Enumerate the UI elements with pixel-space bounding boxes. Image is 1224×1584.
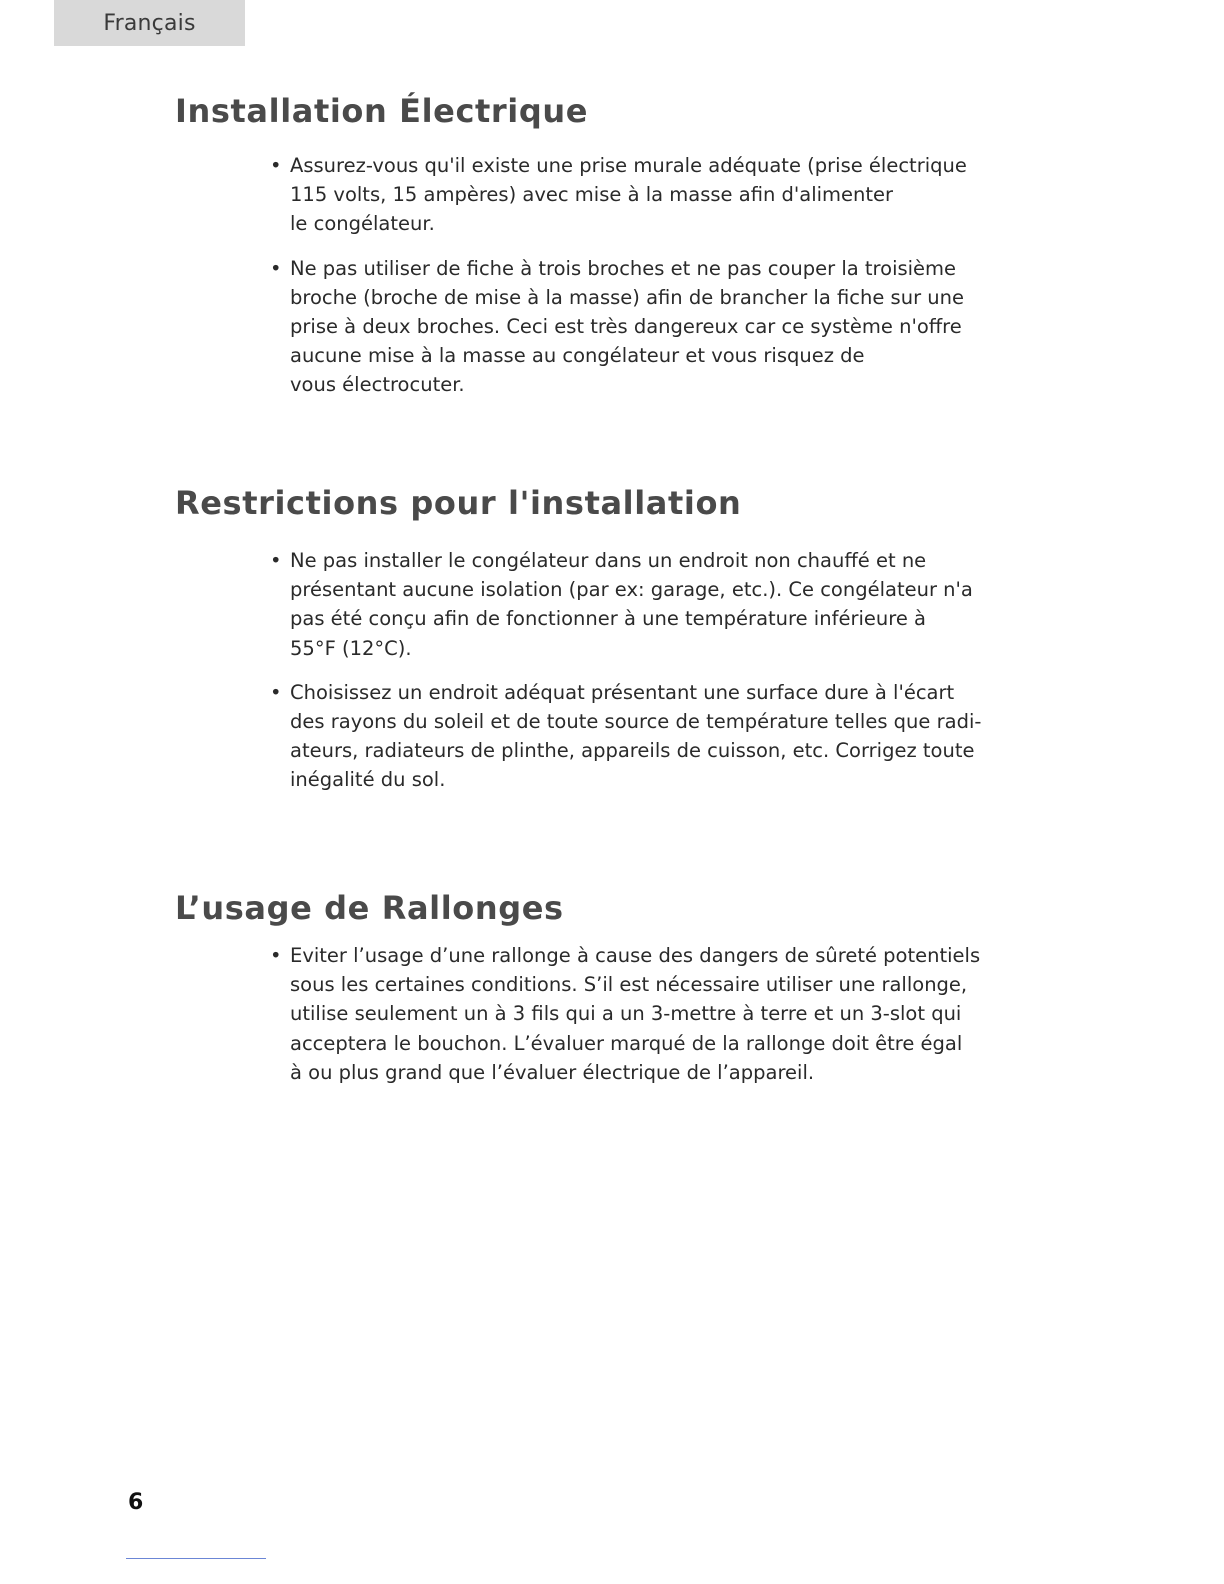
bullet-text-line: aucune mise à la masse au congélateur et vous risquez de xyxy=(290,344,865,368)
bullet-text-line: Choisissez un endroit adéquat présentant une surface dure à l'écart xyxy=(290,680,955,704)
bullet-text-line: Eviter l’usage d’une rallonge à cause des dangers de sûreté potentiels xyxy=(290,944,981,967)
bullet-list-installation-electrique xyxy=(270,151,1010,415)
bullet-item xyxy=(270,546,1010,663)
bullet-text-line: le congélateur. xyxy=(290,212,435,236)
bullet-text-line: à ou plus grand que l’évaluer électrique de l’appareil. xyxy=(290,1060,815,1084)
section-title-restrictions: Restrictions pour l'installation xyxy=(175,484,742,522)
page-number: 6 xyxy=(128,1490,144,1515)
bullet-text-line: Ne pas utiliser de fiche à trois broches et ne pas couper la troisième xyxy=(290,256,957,280)
bullet-text-line: ateurs, radiateurs de plinthe, appareils de cuisson, etc. Corrigez toute xyxy=(290,739,975,763)
bullet-text-line: utilise seulement un à 3 fils qui a un 3-mettre à terre et un 3-slot qui xyxy=(290,1002,962,1026)
bullet-dot-icon: • xyxy=(270,680,282,704)
bullet-text-line: acceptera le bouchon. L’évaluer marqué de la rallonge doit être égal xyxy=(290,1031,963,1055)
bullet-text-line: sous les certaines conditions. S’il est nécessaire utiliser une rallonge, xyxy=(290,973,968,997)
bullet-text-line: prise à deux broches. Ceci est très dangereux car ce système n'offre xyxy=(290,315,962,339)
bullet-text-line: broche (broche de mise à la masse) afin de brancher la fiche sur une xyxy=(290,285,965,309)
section-title-rallonges: L’usage de Rallonges xyxy=(175,889,564,927)
bullet-list-rallonges xyxy=(270,941,1010,1102)
bullet-item xyxy=(270,151,1010,239)
section-title-installation-electrique: Installation Électrique xyxy=(175,92,589,130)
bullet-dot-icon: • xyxy=(270,256,282,280)
bullet-text-line: 55°F (12°C). xyxy=(290,636,412,660)
bullet-dot-icon: • xyxy=(270,944,282,967)
bullet-text-line: vous électrocuter. xyxy=(290,373,465,397)
bullet-item xyxy=(270,941,1010,1087)
bullet-text-line: des rayons du soleil et de toute source de température telles que radi- xyxy=(290,710,982,734)
language-tab: Français xyxy=(54,0,245,46)
bullet-item xyxy=(270,254,1010,400)
bullet-dot-icon: • xyxy=(270,549,282,572)
bullet-dot-icon: • xyxy=(270,154,282,177)
footer-divider xyxy=(126,1558,266,1559)
bullet-list-restrictions xyxy=(270,546,1010,810)
bullet-text-line: pas été conçu afin de fonctionner à une température inférieure à xyxy=(290,607,926,631)
bullet-text-line: Ne pas installer le congélateur dans un endroit non chauffé et ne xyxy=(290,549,927,572)
bullet-item xyxy=(270,678,1010,795)
bullet-text-line: Assurez-vous qu'il existe une prise murale adéquate (prise électrique xyxy=(290,154,967,177)
bullet-text-line: inégalité du sol. xyxy=(290,768,446,792)
bullet-text-line: présentant aucune isolation (par ex: garage, etc.). Ce congélateur n'a xyxy=(290,578,973,602)
bullet-text-line: 115 volts, 15 ampères) avec mise à la masse afin d'alimenter xyxy=(290,183,894,207)
